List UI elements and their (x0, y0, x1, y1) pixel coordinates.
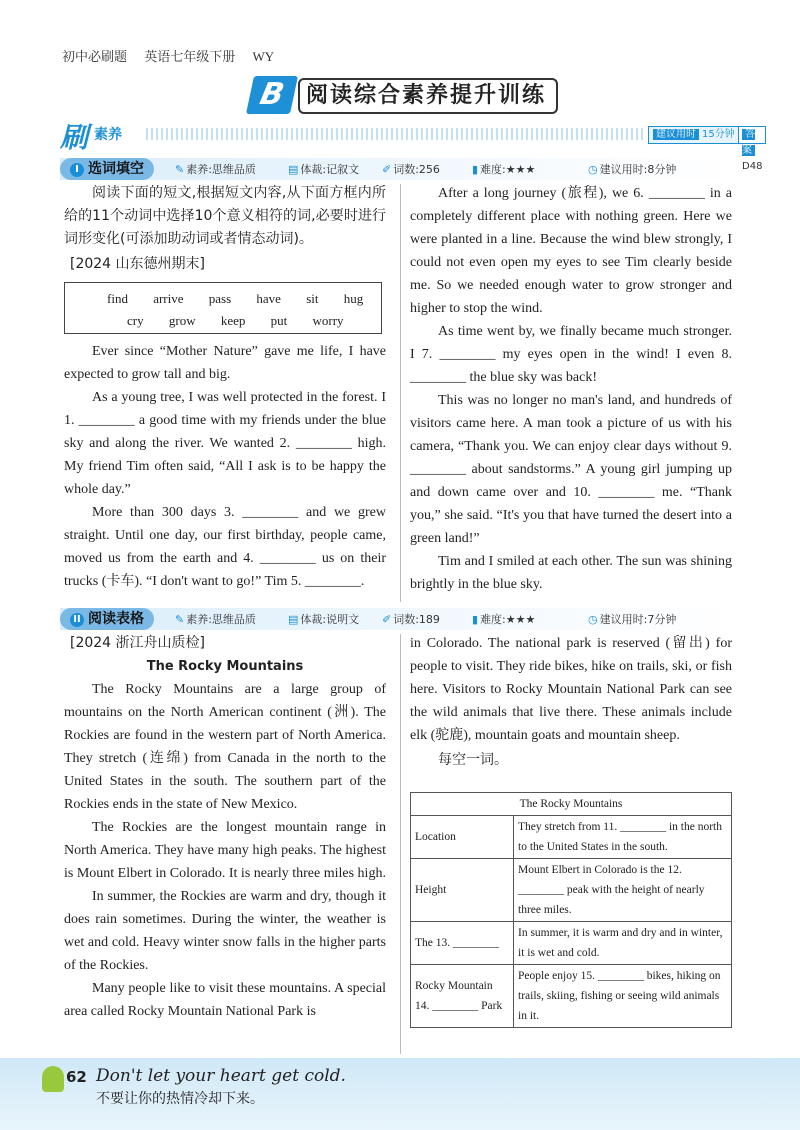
section2-tag (60, 608, 154, 630)
word-item: find (107, 291, 128, 306)
section2-bar (60, 608, 740, 630)
section2-genre (288, 611, 359, 627)
answer-label: 答案 (742, 129, 755, 156)
section1-words-text: 词数:256 (393, 163, 440, 176)
section1-difficulty-text: 难度:★★★ (480, 163, 536, 176)
page-number: 62 (66, 1068, 87, 1086)
quality-icon: ✎ (175, 163, 185, 176)
table-row (411, 859, 732, 922)
column-divider (400, 634, 401, 1054)
genre-icon: ▤ (288, 613, 299, 626)
table-cell-left: Rocky Mountain 14. ________ Park (411, 965, 514, 1028)
time-label: 建议用时 (653, 129, 699, 140)
section2-difficulty-text: 难度:★★★ (480, 613, 536, 626)
section2-genre-text: 体裁:说明文 (300, 613, 360, 626)
word-item: worry (312, 313, 344, 328)
section1-instructions: 阅读下面的短文,根据短文内容,从下面方框内所给的11个动词中选择10个意义相符的词,必要时进行词形变化(可添加助动词或者情态动词)。 (64, 185, 386, 247)
shua-label: 素养 (94, 127, 122, 143)
section2-quality-text: 素养:思维品质 (186, 613, 256, 626)
section2-source: [2024 浙江舟山质检] (70, 635, 206, 651)
section1-right-column (410, 182, 732, 596)
story-paragraph: This was no longer no man's land, and hundreds of visitors came here. A man took a picture of us with his camera, “Thank you. We can enjoy clear days without 9. ________ about sandstorms.” A young girl jumping up and down came over and 10. ________ me. “Thank you,” she said. “It's you that have turned the desert into a green land!” (410, 393, 732, 546)
section2-title: 阅读表格 (88, 611, 144, 627)
motto-chinese: 不要让你的热情冷却下来。 (96, 1091, 264, 1107)
table-cell-left: Height (411, 859, 514, 922)
table-cell-right: People enjoy 15. ________ bikes, hiking on trails, skiing, fishing or seeing wild animals in it. (514, 965, 732, 1028)
section2-time (588, 611, 676, 627)
series-name: 初中必刷题 (62, 49, 128, 64)
passage-paragraph: in Colorado. The national park is reserved (留出) for people to visit. They ride bikes, hike on trails, ski, or fish here. Visitors to Rocky Mountain National Park can see the wild animals that live there. These animals include elk (驼鹿), mountain goats and mountain sheep. (410, 636, 732, 743)
words-icon: ✐ (382, 613, 392, 626)
word-item: grow (168, 313, 196, 328)
word-item: hug (343, 291, 364, 306)
banner-title: 阅读综合素养提升训练 (298, 78, 558, 114)
table-row (411, 965, 732, 1028)
table-cell-right: Mount Elbert in Colorado is the 12. ________ peak with the height of nearly three miles. (514, 859, 732, 922)
section2-words-text: 词数:189 (393, 613, 440, 626)
story-paragraph: As a young tree, I was well protected in the forest. I 1. ________ a good time with my friends under the blue sky and along the river. We wanted 2. ________ high. My friend Tim often said, “All I ask is to be happy the whole day.” (64, 390, 386, 497)
table-instruction: 每空一词。 (438, 752, 508, 768)
section1-number: I (70, 163, 84, 177)
difficulty-icon: ▮ (472, 163, 479, 176)
genre-icon: ▤ (288, 163, 299, 176)
table-header-row (411, 793, 732, 816)
decorative-stripes (146, 128, 646, 140)
quality-icon: ✎ (175, 613, 185, 626)
word-item: pass (208, 291, 232, 306)
word-bank-row1 (107, 287, 375, 310)
section1-time-text: 建议用时:8分钟 (599, 163, 677, 176)
story-paragraph: As time went by, we finally became much stronger. I 7. ________ my eyes open in the wind! I even 8. ________ the blue sky was back! (410, 324, 732, 385)
section1-title: 选词填空 (88, 161, 144, 177)
section1-words (382, 161, 440, 177)
passage-title: The Rocky Mountains (146, 659, 304, 674)
word-item: cry (127, 313, 144, 328)
section2-right-column (410, 632, 732, 772)
word-item: arrive (153, 291, 184, 306)
story-paragraph: Tim and I smiled at each other. The sun was shining brightly in the blue sky. (410, 554, 732, 592)
section1-difficulty (472, 161, 535, 177)
table-cell-right: They stretch from 11. ________ in the north to the United States in the south. (514, 816, 732, 859)
page-footer (0, 1058, 800, 1130)
word-bank-row2 (127, 309, 356, 332)
banner-letter-badge: B (246, 76, 298, 114)
section2-time-text: 建议用时:7分钟 (599, 613, 677, 626)
word-item: sit (306, 291, 319, 306)
answer-page: D48 (742, 161, 763, 172)
word-item: have (256, 291, 281, 306)
section1-time (588, 161, 676, 177)
edition-name: WY (252, 49, 275, 64)
section1-source: [2024 山东德州期末] (70, 256, 206, 272)
table-cell-left: Location (411, 816, 514, 859)
section2-left-column (64, 632, 386, 1023)
clock-icon: ◷ (588, 163, 598, 176)
book-header (62, 46, 288, 65)
story-paragraph: More than 300 days 3. ________ and we grew straight. Until one day, our first birthday, people came, moved us from the earth and 4. ________ us on their trucks (卡车). “I don't want to go!” Tim 5. ________. (64, 505, 386, 589)
suggested-time-chip (648, 126, 740, 144)
table-row (411, 922, 732, 965)
answer-page-chip (738, 126, 766, 172)
section-banner (250, 76, 555, 114)
shua-logo: 刷 (60, 121, 89, 154)
section2-quality (175, 611, 256, 627)
section1-quality (175, 161, 256, 177)
time-value: 15分钟 (702, 129, 735, 140)
table-cell-right: In summer, it is warm and dry and in winter, it is wet and cold. (514, 922, 732, 965)
section1-genre-text: 体裁:记叙文 (300, 163, 360, 176)
section1-bar (60, 158, 740, 180)
table-header: The Rocky Mountains (411, 793, 732, 816)
table-cell-left: The 13. ________ (411, 922, 514, 965)
words-icon: ✐ (382, 163, 392, 176)
table-row (411, 816, 732, 859)
section1-genre (288, 161, 359, 177)
section1-quality-text: 素养:思维品质 (186, 163, 256, 176)
word-bank-box (64, 282, 382, 334)
story-paragraph: Ever since “Mother Nature” gave me life, I have expected to grow tall and big. (64, 344, 386, 382)
section1-tag (60, 158, 154, 180)
info-table (410, 792, 732, 1028)
section2-difficulty (472, 611, 535, 627)
subject-name: 英语七年级下册 (144, 49, 236, 64)
word-item: keep (220, 313, 246, 328)
section1-left-column (64, 182, 386, 593)
story-paragraph: After a long journey (旅程), we 6. ________ in a completely different place with nothing green. Here we were planted in a line. Because the wind blew strongly, I could not even open my eyes to see Tim clearly beside me. So we needed enough water to grow stronger and higher to stop the wind. (410, 186, 732, 316)
passage-paragraph: Many people like to visit these mountains. A special area called Rocky Mountain National Park is (64, 981, 386, 1019)
clock-icon: ◷ (588, 613, 598, 626)
word-item: put (270, 313, 288, 328)
motto-english: Don't let your heart get cold. (96, 1066, 346, 1086)
passage-paragraph: The Rocky Mountains are a large group of mountains on the North American continent (洲). The Rockies are found in the western part of North America. They stretch (连绵) from Canada in the north to the United States in the south. The southern part of the Rockies ends in the state of New Mexico. (64, 682, 386, 812)
difficulty-icon: ▮ (472, 613, 479, 626)
section2-number: II (70, 613, 84, 627)
column-divider (400, 184, 401, 602)
passage-paragraph: The Rockies are the longest mountain range in North America. They have many high peaks. The highest is Mount Elbert in Colorado. It is nearly three miles high. (64, 820, 386, 881)
balloon-icon (42, 1066, 64, 1092)
section2-words (382, 611, 440, 627)
passage-paragraph: In summer, the Rockies are warm and dry, though it does rain sometimes. During the winter, the weather is wet and cold. Heavy winter snow falls in the higher parts of the Rockies. (64, 889, 386, 973)
